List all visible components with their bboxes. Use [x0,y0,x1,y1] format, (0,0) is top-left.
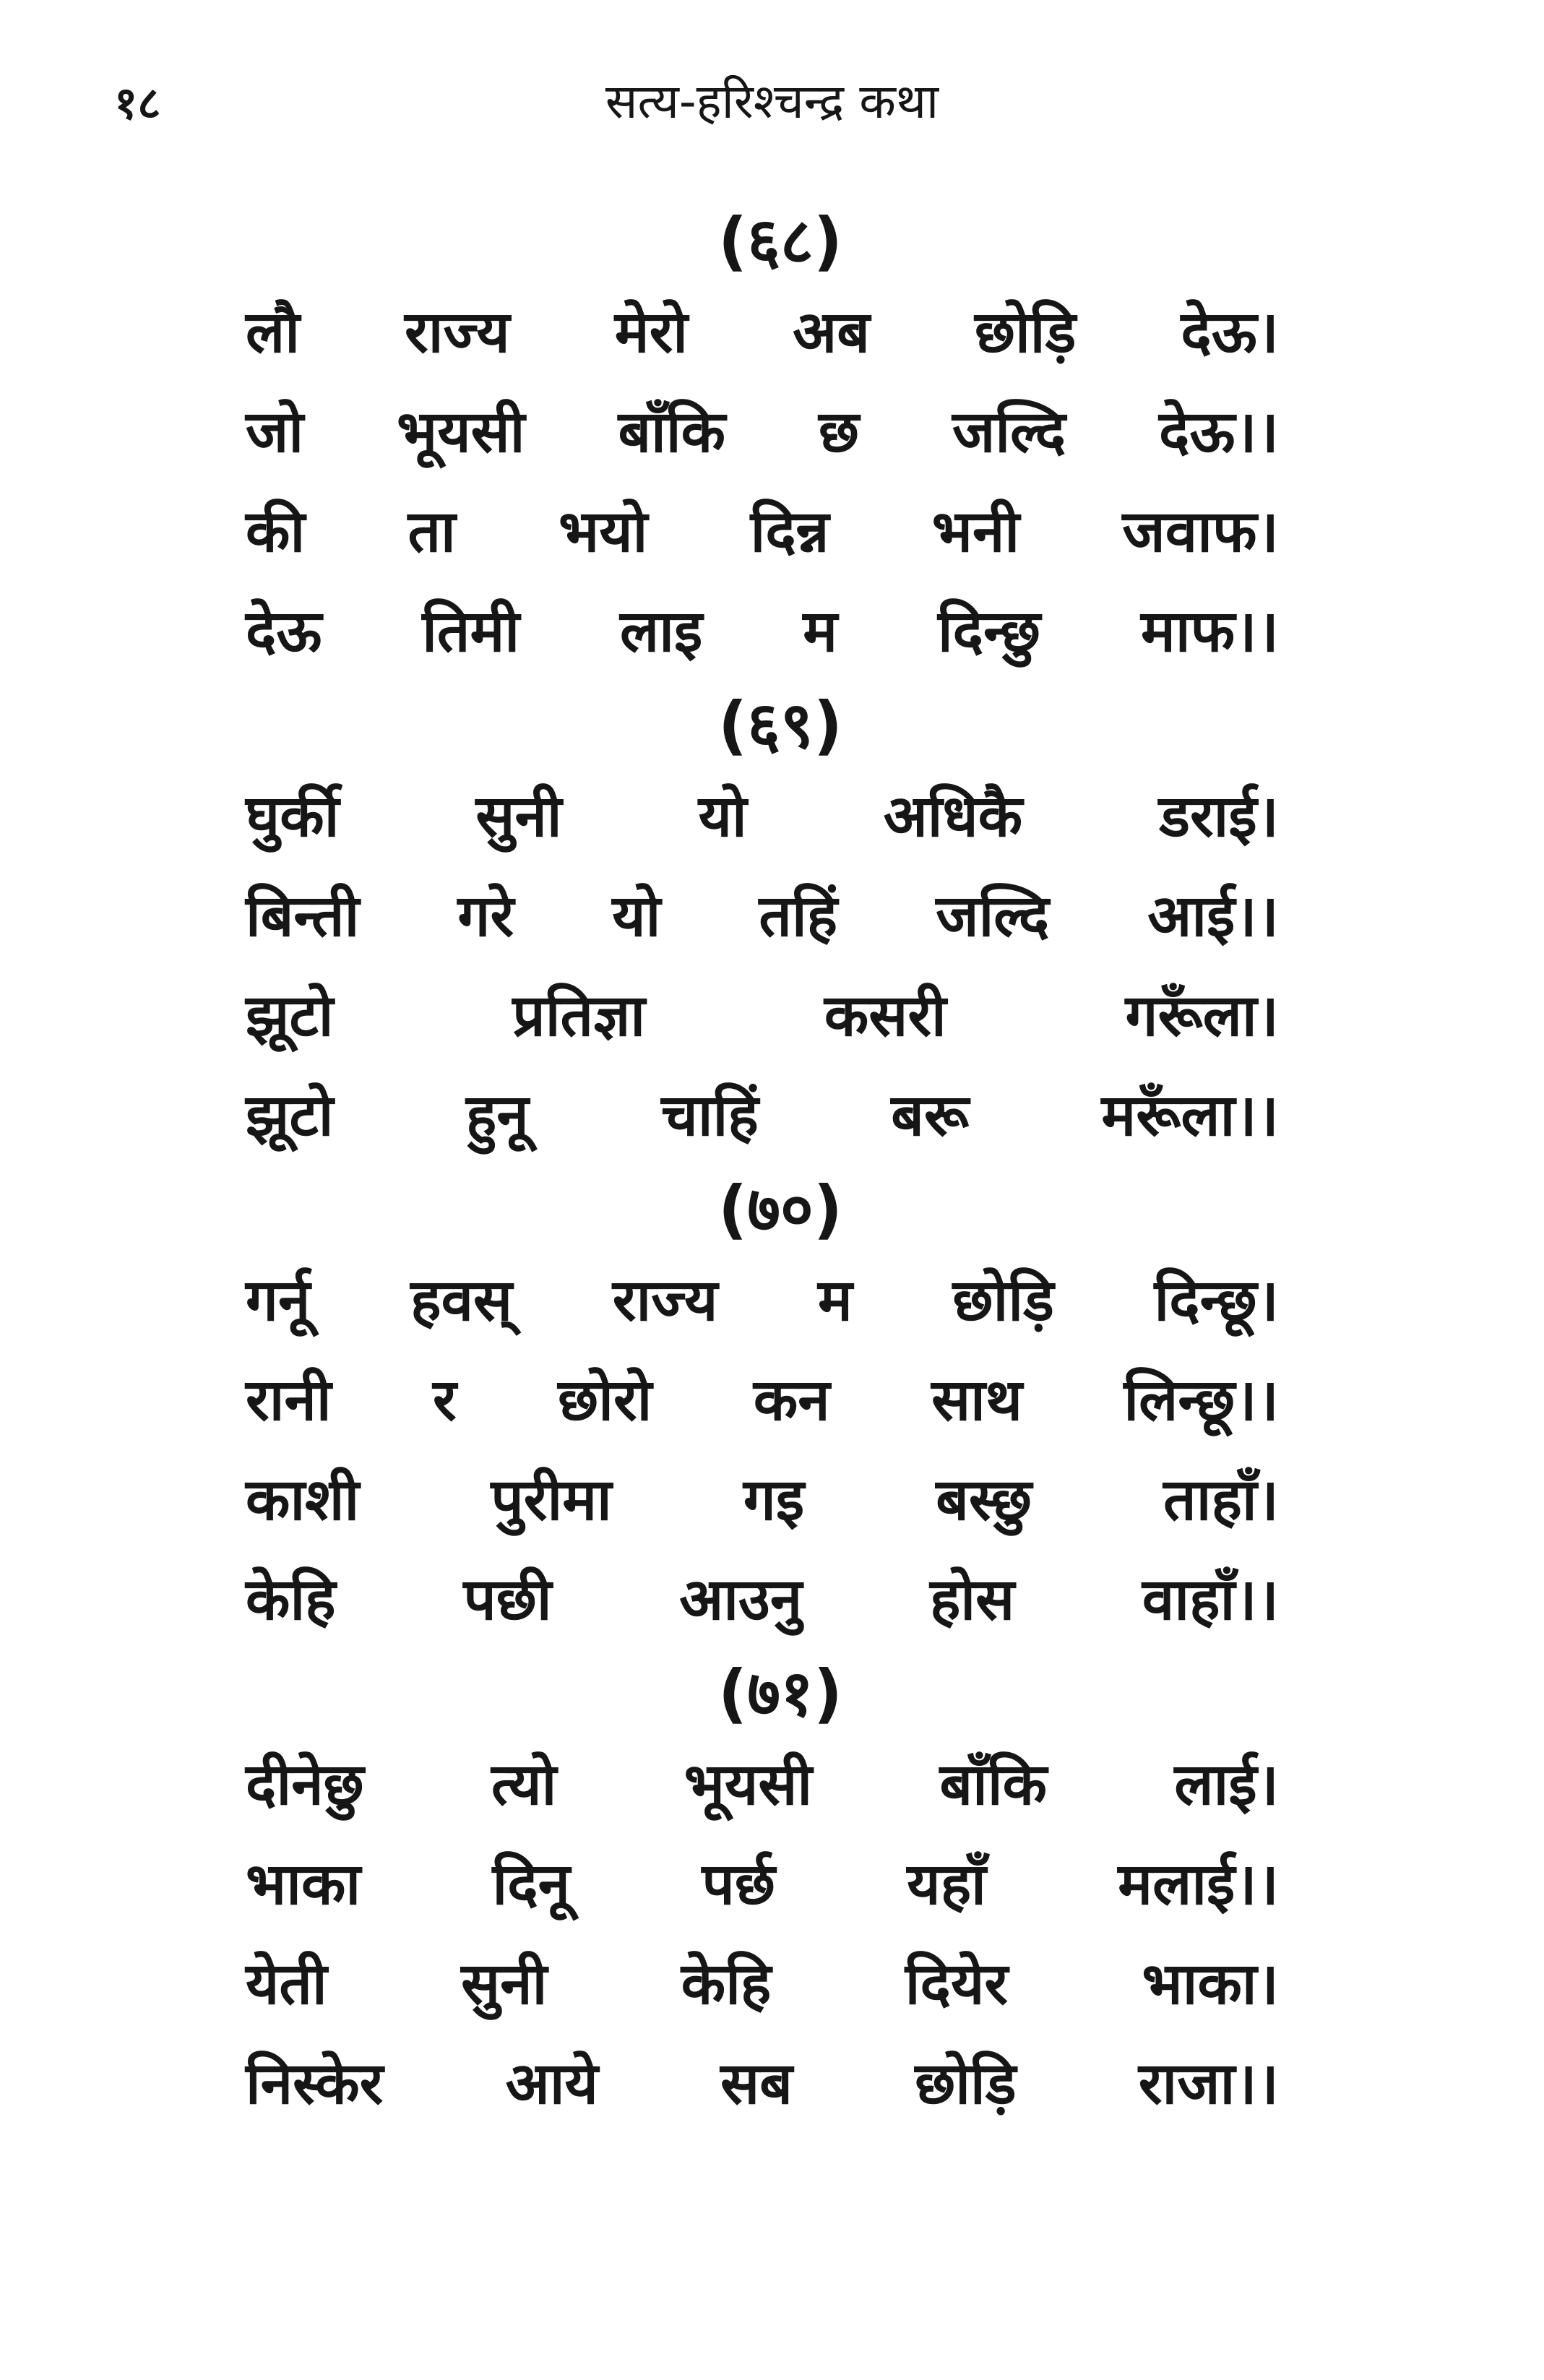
verse-word: गर्नू [246,1267,311,1334]
verse-word: सुनी [461,1950,548,2017]
verse-word: जो [246,398,304,465]
verse-word: भाका [246,1850,361,1918]
stanza [246,1656,1279,2155]
verse-word: हुनू [465,1082,529,1149]
verse-word: यो [612,882,661,949]
verse-word: दिनू [492,1850,571,1918]
verse-word: बाँकि [939,1751,1048,1818]
verse-word: जल्दि [936,882,1050,949]
verse-word: अधिकै [883,782,1023,850]
verse-word: डराई। [1159,782,1279,850]
running-title: सत्य-हरिश्चन्द्र कथा [605,74,939,129]
verse-word: गरूँला। [1125,982,1279,1049]
verse-word: लौ [246,298,300,366]
verse-line [246,1366,1279,1471]
verse-word: कसरी [824,982,946,1049]
stanza-number: (७०) [718,1172,842,1246]
verse-word: भनी [931,498,1020,565]
verse-word: दिन्छू। [1154,1267,1279,1334]
verse-line [246,498,1279,603]
stanza-number: (७१) [718,1656,842,1730]
verse-word: साथ [931,1366,1022,1433]
stanza [246,204,1279,702]
verse-word: मलाई।। [1118,1850,1279,1918]
verse-word: भूयसी [683,1751,813,1818]
verse-word: छोड़ि [974,298,1077,366]
verse-word: गरे [457,882,514,949]
verse-word: जल्दि [952,398,1066,465]
stanza [246,1172,1279,1670]
verse-word: आये [505,2050,598,2117]
verse-word: भयो [558,498,648,565]
verse-word: बाँकि [618,398,726,465]
verse-word: झूटो [246,982,334,1049]
verse-word: म [803,598,838,665]
verse-word: केहि [681,1950,772,2017]
verse-word: राजा।। [1138,2050,1279,2117]
verse-word: पर्छ [702,1850,775,1918]
verse-word: कन [753,1366,830,1433]
verse-word: आउनु [679,1566,803,1633]
verse-word: लाइ [620,598,703,665]
verse-line [246,1466,1279,1571]
verse-word: सुनी [475,782,562,850]
verse-word: तिमी [422,598,520,665]
verse-word: म [818,1267,853,1334]
verse-word: छोरो [558,1366,652,1433]
verse-word: राज्य [612,1267,718,1334]
verse-word: लाई। [1174,1751,1279,1818]
verse-word: चाहिं [661,1082,759,1149]
verse-word: मेरो [614,298,689,366]
verse-word: देऊ। [1181,298,1279,366]
verse-line [246,1267,1279,1371]
verse-word: भाका। [1142,1950,1279,2017]
verse-word: बिन्ती [246,882,360,949]
verse-word: सब [720,2050,793,2117]
verse-word: छोड़ि [915,2050,1017,2117]
verse-word: मरूँला।। [1101,1082,1279,1149]
verse-word: त्यो [491,1751,557,1818]
verse-word: यहाँ [907,1850,986,1918]
verse-word: झूटो [246,1082,334,1149]
verse-word: छोड़ि [952,1267,1054,1334]
verse-word: पछी [463,1566,552,1633]
verse-word: तहिं [759,882,838,949]
verse-word: देऊ।। [1159,398,1279,465]
verse-word: हवस् [410,1267,513,1334]
verse-word: प्रतिज्ञा [512,982,646,1049]
verse-word: पुरीमा [491,1466,612,1533]
verse-word: र [432,1366,457,1433]
verse-word: लिन्छू।। [1124,1366,1279,1433]
verse-word: छ [818,398,860,465]
verse-word: यो [698,782,747,850]
verse-word: काशी [246,1466,360,1533]
verse-word: येती [246,1950,327,2017]
verse-word: अब [793,298,870,366]
verse-word: माफ।। [1141,598,1279,665]
verse-word: होस [929,1566,1015,1633]
verse-line [246,982,1279,1087]
verse-word: रानी [246,1366,332,1433]
verse-line [246,1850,1279,1955]
verse-word: ताहाँ। [1163,1466,1279,1533]
verse-word: दिन्न [750,498,829,565]
verse-word: देऊ [246,598,322,665]
verse-word: बस्छु [936,1466,1032,1533]
stanza-number: (६९) [718,688,842,762]
verse-word: निस्केर [246,2050,384,2117]
verse-word: दीनेछु [246,1751,364,1818]
stanza [246,688,1279,1186]
verse-line [246,1950,1279,2055]
verse-word: की [246,498,306,565]
page-number: १८ [114,77,161,129]
verse-word: जवाफ। [1122,498,1279,565]
verse-word: दिन्छु [937,598,1041,665]
verse-word: गइ [743,1466,805,1533]
verse-line [246,782,1279,887]
verse-word: ता [407,498,456,565]
verse-word: केहि [246,1566,336,1633]
verse-word: आई।। [1147,882,1279,949]
verse-line [246,298,1279,403]
verse-line [246,2050,1279,2155]
verse-word: घुर्की [246,782,340,850]
verse-line [246,882,1279,987]
stanza-number: (६८) [718,204,842,278]
verse-word: भूयसी [397,398,525,465]
verse-line [246,398,1279,503]
verse-word: वाहाँ।। [1142,1566,1279,1633]
verse-word: राज्य [405,298,510,366]
verse-word: बरू [891,1082,970,1149]
verse-line [246,1751,1279,1855]
verse-word: दियेर [905,1950,1009,2017]
